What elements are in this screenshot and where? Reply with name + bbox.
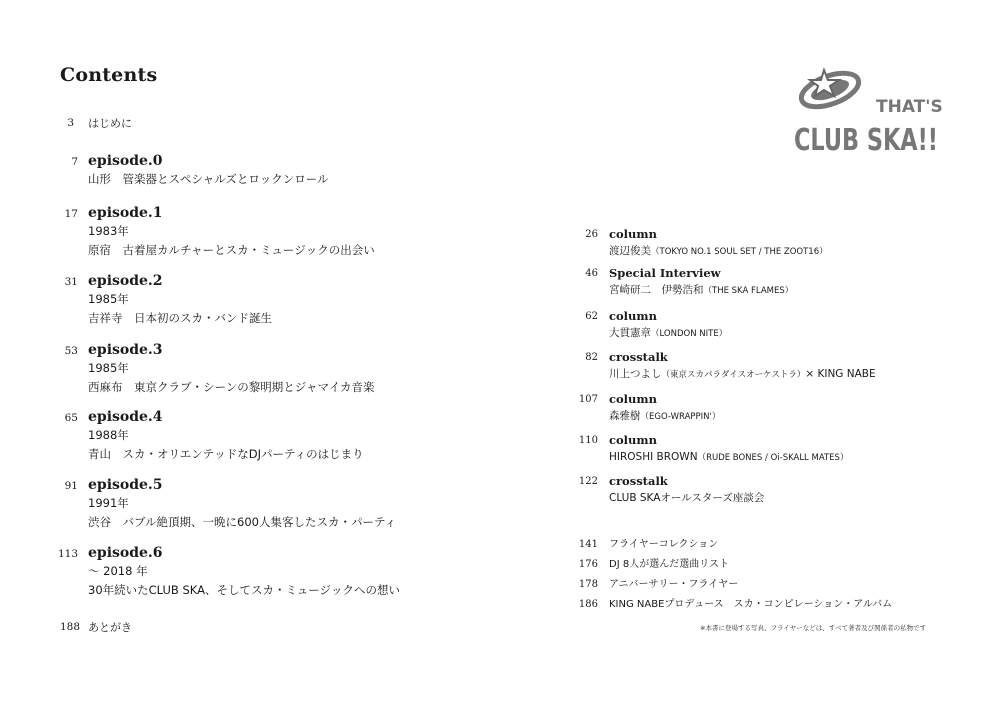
page-number: 141 xyxy=(578,539,598,550)
extra-item: アニバーサリー・フライヤー xyxy=(609,579,739,590)
episode-entry xyxy=(88,204,375,260)
page-number: 113 xyxy=(57,548,78,560)
feature-affiliation: （RUDE BONES / Oi-SKALL MATES） xyxy=(697,453,849,463)
episode-year: 1983年 xyxy=(88,224,129,238)
page-number: 91 xyxy=(64,480,78,492)
page-title: Contents xyxy=(60,64,158,86)
feature-affiliation: （EGO-WRAPPIN'） xyxy=(640,412,721,422)
feature-name: 森雅樹 xyxy=(609,410,641,422)
feature-name: 大貫憲章 xyxy=(609,327,651,339)
episode-label: episode.2 xyxy=(88,273,163,289)
feature-name: CLUB SKAオールスターズ座談会 xyxy=(609,492,765,504)
episode-entry xyxy=(88,476,396,532)
feature-name: 川上つよし xyxy=(609,368,662,380)
page-number: 82 xyxy=(585,352,598,363)
page-number: 31 xyxy=(64,276,78,288)
episode-label: episode.5 xyxy=(88,477,163,493)
feature-entry xyxy=(609,474,764,507)
page-number: 46 xyxy=(585,268,598,279)
page-number: 110 xyxy=(578,435,598,446)
episode-entry xyxy=(88,272,272,328)
feature-label: column xyxy=(609,392,657,406)
episode-year: 1985年 xyxy=(88,292,129,306)
episode-label: episode.1 xyxy=(88,205,163,221)
episode-title: 渋谷 バブル絶頂期、一晩に600人集客したスカ・パーティ xyxy=(88,515,397,529)
club-ska-logo xyxy=(790,62,943,162)
episode-title: 30年続いたCLUB SKA、そしてスカ・ミュージックへの想い xyxy=(88,583,401,597)
feature-partner: × KING NABE xyxy=(805,368,876,380)
episode-title: 原宿 古着屋カルチャーとスカ・ミュージックの出会い xyxy=(88,243,375,257)
episode-entry xyxy=(88,544,400,600)
feature-entry xyxy=(609,266,793,300)
feature-label: crosstalk xyxy=(609,350,668,364)
feature-label: column xyxy=(609,309,657,323)
footnote: ※本書に登場する写真、フライヤーなどは、すべて著者及び関係者の私物です xyxy=(700,624,927,632)
episode-year: 1988年 xyxy=(88,428,129,442)
page-number: 7 xyxy=(71,156,78,168)
feature-name: 渡辺俊美 xyxy=(609,245,651,257)
episode-title: 山形 管楽器とスペシャルズとロックンロール xyxy=(88,172,329,186)
page-number: 176 xyxy=(578,559,598,570)
feature-affiliation: （THE SKA FLAMES） xyxy=(703,286,794,296)
page-number: 178 xyxy=(578,579,598,590)
extra-item: フライヤーコレクション xyxy=(609,539,719,550)
page-number: 107 xyxy=(578,394,598,405)
page-number: 17 xyxy=(64,208,78,220)
page-number: 186 xyxy=(578,599,598,610)
feature-affiliation: （LONDON NITE） xyxy=(651,329,728,339)
feature-entry xyxy=(609,392,720,426)
episode-title: 吉祥寺 日本初のスカ・バンド誕生 xyxy=(88,311,272,325)
episode-label: episode.6 xyxy=(88,545,163,561)
page-number: 122 xyxy=(578,476,598,487)
page-number: 62 xyxy=(585,311,598,322)
episode-entry xyxy=(88,341,374,397)
page-number: 53 xyxy=(64,345,78,357)
feature-entry xyxy=(609,350,876,384)
episode-year: ～ 2018 年 xyxy=(88,564,148,578)
feature-affiliation: （東京スカパラダイスオーケストラ） xyxy=(661,370,806,380)
feature-label: column xyxy=(609,227,657,241)
svg-text:THAT'S: THAT'S xyxy=(876,97,943,117)
extra-item: DJ 8人が選んだ選曲リスト xyxy=(609,559,729,570)
episode-title: 西麻布 東京クラブ・シーンの黎明期とジャマイカ音楽 xyxy=(88,380,375,394)
feature-label: crosstalk xyxy=(609,474,668,488)
outro-text: あとがき xyxy=(88,621,132,634)
episode-label: episode.0 xyxy=(88,153,163,169)
page-number: 3 xyxy=(67,117,74,129)
feature-name: 宮崎研二 伊勢浩和 xyxy=(609,284,704,296)
episode-title: 青山 スカ・オリエンテッドなDJパーティのはじまり xyxy=(88,447,364,461)
episode-entry xyxy=(88,408,364,464)
extra-item: KING NABEプロデュース スカ・コンピレーション・アルバム xyxy=(609,599,893,610)
page-number: 65 xyxy=(64,412,78,424)
page-number: 188 xyxy=(59,621,80,633)
episode-label: episode.3 xyxy=(88,342,163,358)
feature-label: Special Interview xyxy=(609,266,721,280)
feature-label: column xyxy=(609,433,657,447)
feature-affiliation: （TOKYO NO.1 SOUL SET / THE ZOOT16） xyxy=(651,247,828,257)
svg-text:CLUB SKA!!: CLUB SKA!! xyxy=(794,123,938,158)
episode-entry xyxy=(88,152,328,189)
feature-entry xyxy=(609,309,727,343)
page-number: 26 xyxy=(585,229,598,240)
episode-year: 1985年 xyxy=(88,361,129,375)
feature-name: HIROSHI BROWN xyxy=(609,451,698,463)
episode-year: 1991年 xyxy=(88,496,129,510)
feature-entry xyxy=(609,433,848,467)
episode-label: episode.4 xyxy=(88,409,163,425)
feature-entry xyxy=(609,227,828,261)
intro-text: はじめに xyxy=(88,117,132,130)
